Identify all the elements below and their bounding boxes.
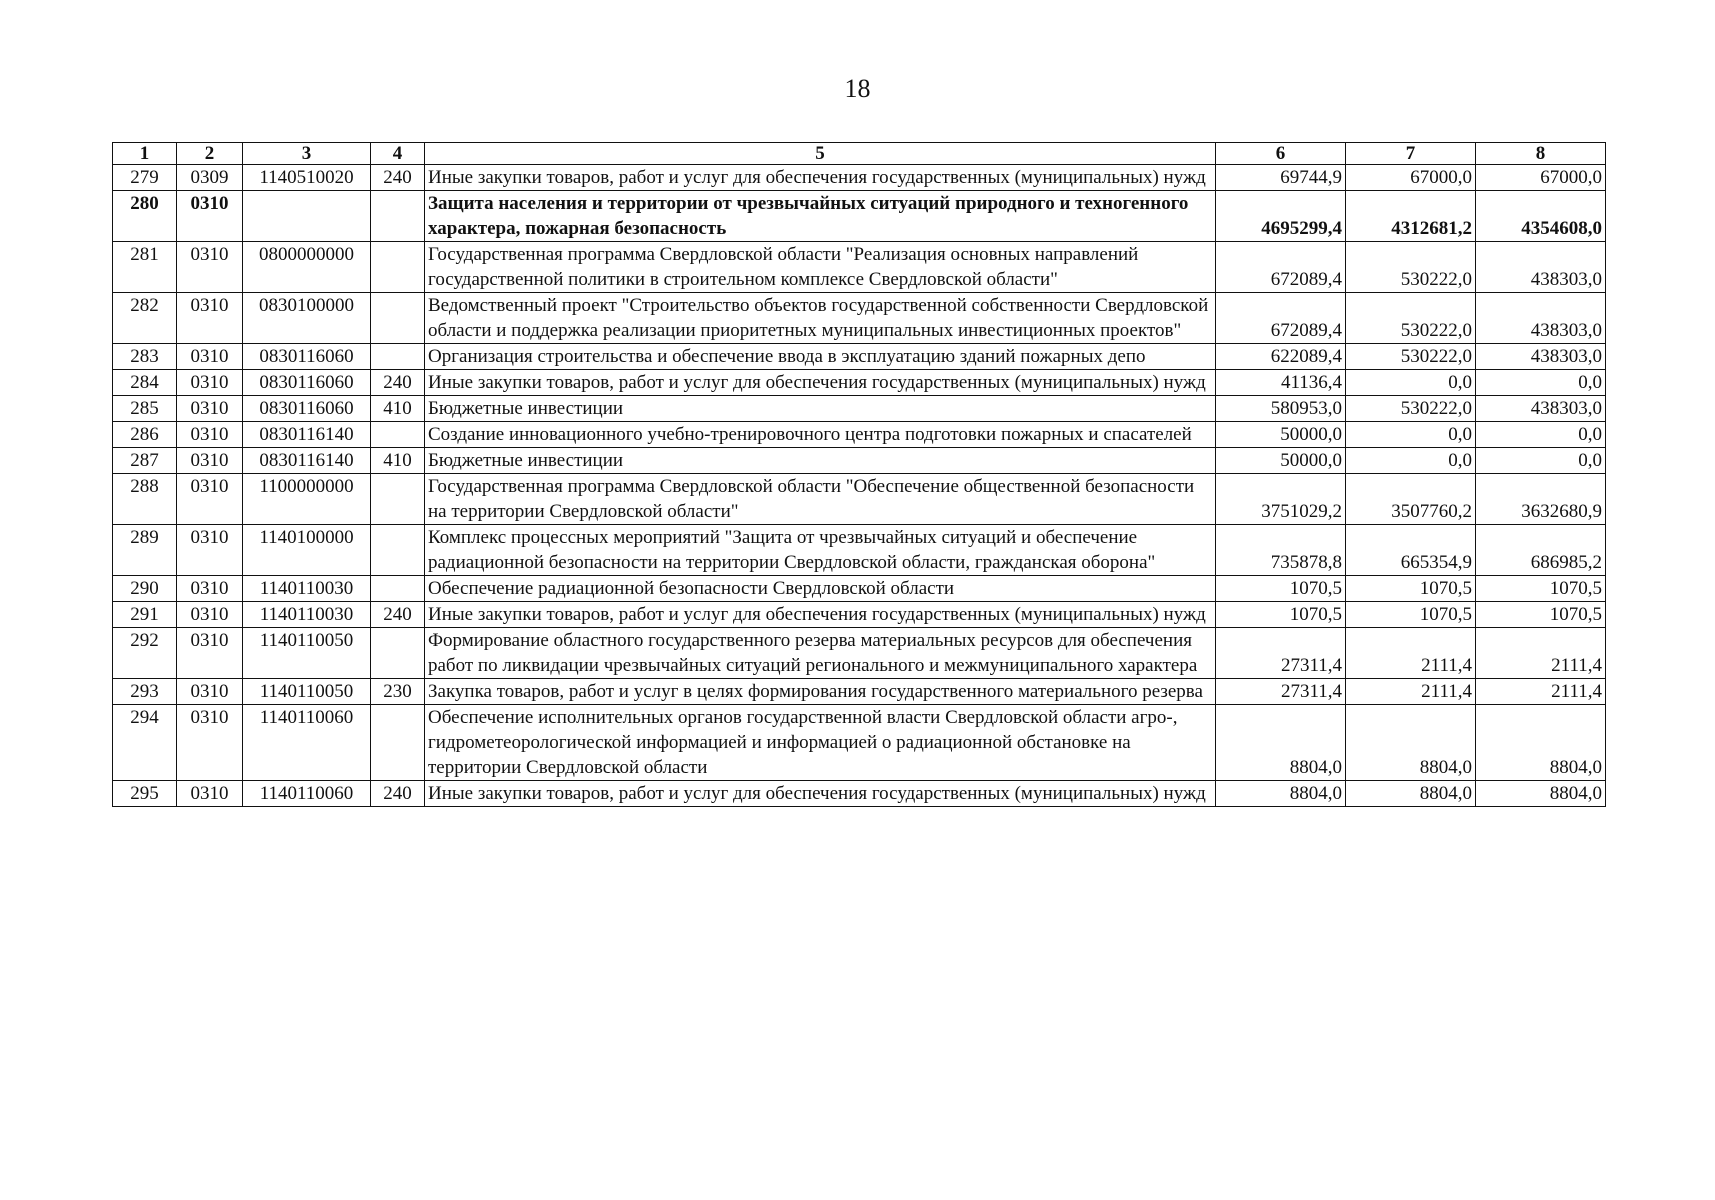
amount-column-8: 4354608,0 [1476,191,1606,242]
table-header-row [113,143,1606,165]
section-code: 0310 [177,628,243,679]
amount-column-6: 69744,9 [1216,165,1346,191]
item-name: Государственная программа Свердловской области "Обеспечение общественной безопасности на территории Свердловской области" [425,474,1216,525]
row-number: 295 [113,781,177,807]
section-code: 0310 [177,448,243,474]
amount-column-8: 8804,0 [1476,705,1606,781]
target-article-code: 0830116140 [243,422,371,448]
amount-column-8: 438303,0 [1476,242,1606,293]
row-number: 280 [113,191,177,242]
table-row [113,576,1606,602]
table-row [113,525,1606,576]
row-number: 291 [113,602,177,628]
amount-column-6: 27311,4 [1216,628,1346,679]
row-number: 286 [113,422,177,448]
amount-column-7: 0,0 [1346,370,1476,396]
table-row [113,474,1606,525]
item-name: Комплекс процессных мероприятий "Защита от чрезвычайных ситуаций и обеспечение радиационной безопасности на территории Свердловской области, гражданская оборона" [425,525,1216,576]
amount-column-8: 2111,4 [1476,628,1606,679]
item-name: Бюджетные инвестиции [425,448,1216,474]
amount-column-6: 41136,4 [1216,370,1346,396]
expense-type-code: 410 [371,448,425,474]
section-code: 0310 [177,705,243,781]
column-header-1: 1 [113,143,177,165]
target-article-code: 0830116140 [243,448,371,474]
amount-column-8: 3632680,9 [1476,474,1606,525]
section-code: 0310 [177,242,243,293]
row-number: 285 [113,396,177,422]
amount-column-6: 50000,0 [1216,422,1346,448]
table-row [113,344,1606,370]
target-article-code: 0830116060 [243,396,371,422]
item-name: Ведомственный проект "Строительство объектов государственной собственности Свердловской области и поддержка реализации приоритетных муниципальных инвестиционных проектов" [425,293,1216,344]
budget-table [112,142,1606,807]
target-article-code: 1140110030 [243,602,371,628]
amount-column-8: 0,0 [1476,370,1606,396]
amount-column-7: 1070,5 [1346,602,1476,628]
amount-column-6: 672089,4 [1216,242,1346,293]
item-name: Организация строительства и обеспечение ввода в эксплуатацию зданий пожарных депо [425,344,1216,370]
section-code: 0310 [177,576,243,602]
row-number: 294 [113,705,177,781]
amount-column-8: 2111,4 [1476,679,1606,705]
amount-column-7: 4312681,2 [1346,191,1476,242]
table-row [113,396,1606,422]
amount-column-7: 530222,0 [1346,344,1476,370]
table-row [113,705,1606,781]
page-number: 18 [844,74,871,103]
section-code: 0310 [177,474,243,525]
amount-column-7: 0,0 [1346,448,1476,474]
item-name: Иные закупки товаров, работ и услуг для обеспечения государственных (муниципальных) нужд [425,602,1216,628]
amount-column-8: 438303,0 [1476,293,1606,344]
table-row [113,165,1606,191]
target-article-code: 0800000000 [243,242,371,293]
amount-column-7: 8804,0 [1346,705,1476,781]
expense-type-code [371,242,425,293]
amount-column-7: 530222,0 [1346,242,1476,293]
section-code: 0310 [177,525,243,576]
column-header-2: 2 [177,143,243,165]
item-name: Обеспечение радиационной безопасности Свердловской области [425,576,1216,602]
section-code: 0310 [177,422,243,448]
item-name: Создание инновационного учебно-тренировочного центра подготовки пожарных и спасателей [425,422,1216,448]
table-row [113,293,1606,344]
amount-column-8: 686985,2 [1476,525,1606,576]
expense-type-code: 240 [371,781,425,807]
expense-type-code [371,525,425,576]
amount-column-7: 530222,0 [1346,293,1476,344]
column-header-3: 3 [243,143,371,165]
table-row [113,628,1606,679]
item-name: Обеспечение исполнительных органов государственной власти Свердловской области агро-, гидрометеорологической информацией и информацией о радиационной обстановке на территории Свердловской области [425,705,1216,781]
expense-type-code [371,576,425,602]
amount-column-6: 27311,4 [1216,679,1346,705]
item-name: Формирование областного государственного резерва материальных ресурсов для обеспечения работ по ликвидации чрезвычайных ситуаций регионального и межмуниципального характера [425,628,1216,679]
amount-column-7: 3507760,2 [1346,474,1476,525]
item-name: Государственная программа Свердловской области "Реализация основных направлений государственной политики в строительном комплексе Свердловской области" [425,242,1216,293]
column-header-4: 4 [371,143,425,165]
table-row [113,602,1606,628]
expense-type-code: 240 [371,602,425,628]
target-article-code: 0830116060 [243,370,371,396]
table-row [113,781,1606,807]
amount-column-6: 580953,0 [1216,396,1346,422]
row-number: 281 [113,242,177,293]
amount-column-6: 1070,5 [1216,576,1346,602]
target-article-code: 1140110060 [243,781,371,807]
amount-column-7: 67000,0 [1346,165,1476,191]
section-code: 0310 [177,781,243,807]
item-name: Иные закупки товаров, работ и услуг для обеспечения государственных (муниципальных) нужд [425,370,1216,396]
row-number: 283 [113,344,177,370]
amount-column-6: 1070,5 [1216,602,1346,628]
row-number: 290 [113,576,177,602]
amount-column-6: 8804,0 [1216,705,1346,781]
target-article-code: 0830100000 [243,293,371,344]
amount-column-8: 0,0 [1476,448,1606,474]
amount-column-8: 0,0 [1476,422,1606,448]
amount-column-6: 8804,0 [1216,781,1346,807]
item-name: Защита населения и территории от чрезвычайных ситуаций природного и техногенного характера, пожарная безопасность [425,191,1216,242]
target-article-code: 0830116060 [243,344,371,370]
column-header-7: 7 [1346,143,1476,165]
column-header-5: 5 [425,143,1216,165]
amount-column-6: 50000,0 [1216,448,1346,474]
amount-column-7: 665354,9 [1346,525,1476,576]
target-article-code: 1100000000 [243,474,371,525]
target-article-code [243,191,371,242]
table-row [113,191,1606,242]
row-number: 289 [113,525,177,576]
expense-type-code [371,628,425,679]
item-name: Иные закупки товаров, работ и услуг для обеспечения государственных (муниципальных) нужд [425,781,1216,807]
target-article-code: 1140110060 [243,705,371,781]
row-number: 293 [113,679,177,705]
section-code: 0310 [177,396,243,422]
section-code: 0310 [177,679,243,705]
amount-column-7: 0,0 [1346,422,1476,448]
amount-column-7: 1070,5 [1346,576,1476,602]
amount-column-8: 67000,0 [1476,165,1606,191]
section-code: 0310 [177,293,243,344]
expense-type-code: 240 [371,165,425,191]
amount-column-7: 2111,4 [1346,628,1476,679]
target-article-code: 1140110050 [243,679,371,705]
table-row [113,422,1606,448]
item-name: Иные закупки товаров, работ и услуг для обеспечения государственных (муниципальных) нужд [425,165,1216,191]
section-code: 0310 [177,344,243,370]
amount-column-7: 530222,0 [1346,396,1476,422]
row-number: 282 [113,293,177,344]
item-name: Закупка товаров, работ и услуг в целях формирования государственного материального резерва [425,679,1216,705]
amount-column-8: 8804,0 [1476,781,1606,807]
expense-type-code [371,344,425,370]
row-number: 287 [113,448,177,474]
section-code: 0309 [177,165,243,191]
section-code: 0310 [177,602,243,628]
amount-column-6: 4695299,4 [1216,191,1346,242]
expense-type-code: 410 [371,396,425,422]
item-name: Бюджетные инвестиции [425,396,1216,422]
target-article-code: 1140110050 [243,628,371,679]
amount-column-8: 1070,5 [1476,576,1606,602]
amount-column-6: 3751029,2 [1216,474,1346,525]
amount-column-6: 622089,4 [1216,344,1346,370]
section-code: 0310 [177,191,243,242]
table-row [113,370,1606,396]
amount-column-7: 8804,0 [1346,781,1476,807]
table-row [113,242,1606,293]
target-article-code: 1140510020 [243,165,371,191]
table-row [113,448,1606,474]
amount-column-8: 438303,0 [1476,396,1606,422]
amount-column-6: 735878,8 [1216,525,1346,576]
table-row [113,679,1606,705]
target-article-code: 1140110030 [243,576,371,602]
target-article-code: 1140100000 [243,525,371,576]
section-code: 0310 [177,370,243,396]
expense-type-code [371,191,425,242]
table-body [113,165,1606,807]
expense-type-code [371,705,425,781]
expense-type-code: 240 [371,370,425,396]
column-header-6: 6 [1216,143,1346,165]
row-number: 284 [113,370,177,396]
amount-column-8: 1070,5 [1476,602,1606,628]
column-header-8: 8 [1476,143,1606,165]
amount-column-8: 438303,0 [1476,344,1606,370]
expense-type-code [371,293,425,344]
row-number: 279 [113,165,177,191]
amount-column-6: 672089,4 [1216,293,1346,344]
expense-type-code [371,474,425,525]
amount-column-7: 2111,4 [1346,679,1476,705]
row-number: 288 [113,474,177,525]
expense-type-code: 230 [371,679,425,705]
expense-type-code [371,422,425,448]
row-number: 292 [113,628,177,679]
